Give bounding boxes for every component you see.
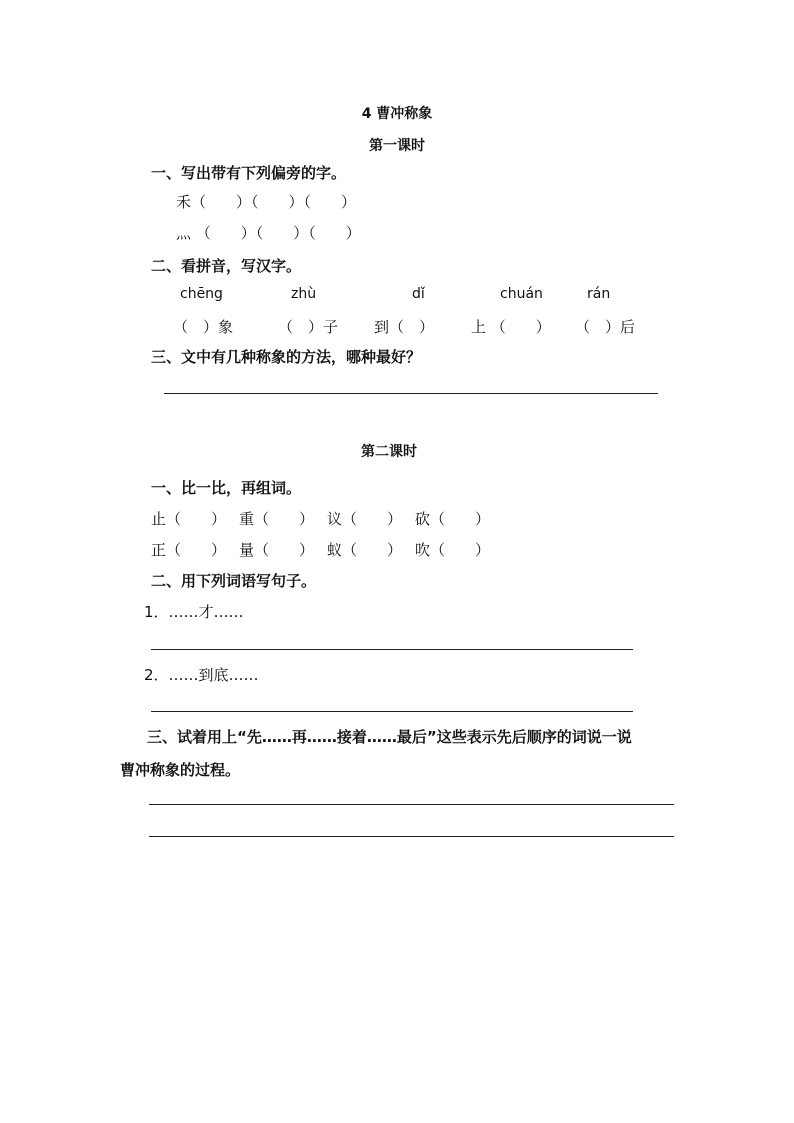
- lesson2-q3-prompt-line2: 曹冲称象的过程。: [120, 761, 241, 779]
- compare-chui: 吹（ ）: [415, 541, 491, 559]
- pinyin-cheng: chēng: [180, 286, 223, 302]
- compare-zhong: 重（ ）: [239, 510, 315, 528]
- radical-row-he: 禾（ ）（ ）（ ）: [176, 193, 357, 211]
- pinyin-chuan: chuán: [500, 286, 543, 302]
- lesson1-heading: 第一课时: [369, 138, 425, 154]
- radical-row-huo: 灬 （ ）（ ）（ ）: [176, 224, 361, 242]
- compare-yi: 议（ ）: [327, 510, 403, 528]
- compare-zhi: 止（ ）: [151, 510, 227, 528]
- blank-zhu-zi: （ ）子: [278, 318, 339, 336]
- page-title: 4 曹冲称象: [361, 106, 433, 122]
- blank-dao-di: 到（ ）: [374, 318, 435, 336]
- answer-line: [151, 649, 633, 650]
- answer-line: [149, 804, 674, 805]
- lesson2-q3-prompt-line1: 三、试着用上“先……再……接着……最后”这些表示先后顺序的词说一说: [147, 728, 632, 746]
- lesson2-q2-prompt: 二、用下列词语写句子。: [151, 572, 317, 590]
- answer-line: [164, 393, 658, 394]
- lesson2-q1-prompt: 一、比一比，再组词。: [151, 479, 302, 497]
- lesson1-q3-prompt: 三、文中有几种称象的方法，哪种最好？: [151, 348, 422, 366]
- pinyin-di: dǐ: [412, 286, 425, 302]
- blank-ran-hou: （ ）后: [575, 318, 636, 336]
- answer-line: [151, 711, 633, 712]
- lesson1-q2-prompt: 二、看拼音，写汉字。: [151, 257, 302, 275]
- blank-shang-chuan: 上 （ ）: [471, 318, 551, 336]
- compare-liang: 量（ ）: [239, 541, 315, 559]
- blank-cheng-xiang: （ ）象: [173, 318, 234, 336]
- lesson2-heading: 第二课时: [361, 444, 417, 460]
- answer-line: [149, 836, 674, 837]
- pinyin-zhu: zhù: [291, 286, 317, 302]
- compare-kan: 砍（ ）: [415, 510, 491, 528]
- pinyin-ran: rán: [587, 286, 611, 302]
- sentence-item-1: 1．……才……: [144, 603, 244, 621]
- compare-zheng: 正（ ）: [151, 541, 227, 559]
- lesson1-q1-prompt: 一、写出带有下列偏旁的字。: [151, 164, 347, 182]
- compare-yi-ant: 蚁（ ）: [327, 541, 403, 559]
- sentence-item-2: 2．……到底……: [144, 666, 259, 684]
